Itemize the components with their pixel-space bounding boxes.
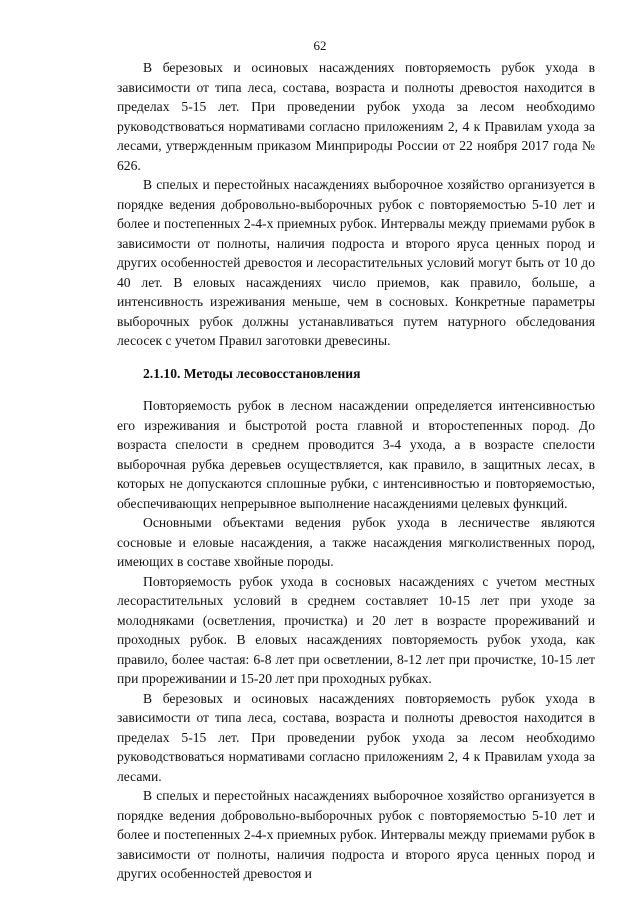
paragraph: В спелых и перестойных насаждениях выборочное хозяйство организуется в порядке ведения добровольно-выборочных рубок с повторяемостью 5-10 лет и более и постепенных 2-4-х приемных рубок. Интервалы между приемами рубок в зависимости от полноты, наличия подроста и второго яруса ценных пород и других особенностей древостоя и лесорастительных условий могут быть от 10 до 40 лет. В еловых насаждениях число приемов, как правило, больше, а интенсивность изреживания меньше, чем в сосновых. Конкретные параметры выборочных рубок должны устанавливаться путем натурного обследования лесосек с учетом Правил заготовки древесины. — [117, 177, 595, 348]
paragraph: Основными объектами ведения рубок ухода в лесничестве являются сосновые и еловые насаждения, а также насаждения мягколиственных пород, имеющих в составе хвойные породы. — [117, 515, 595, 569]
paragraph: В березовых и осиновых насаждениях повторяемость рубок ухода в зависимости от типа леса, состава, возраста и полноты древостоя находится в пределах 5-15 лет. При проведении рубок ухода за лесом необходимо руководствоваться нормативами согласно приложениям 2, 4 к Правилам ухода за лесами, утвержденным приказом Минприроды России от 22 ноября 2017 года № 626. — [117, 60, 595, 173]
section-heading: 2.1.10. Методы лесовосстановления — [143, 365, 361, 381]
page-number: 62 — [313, 38, 327, 53]
paragraph: Повторяемость рубок ухода в сосновых насаждениях с учетом местных лесорастительных условий в среднем составляет 10-15 лет при уходе за молодняками (осветления, прочистка) и 20 лет в возрасте прореживаний и проходных рубок. В еловых насаждениях повторяемость рубок ухода, как правило, более частая: 6-8 лет при осветлении, 8-12 лет при прочистке, 10-15 лет при прореживании и 15-20 лет при проходных рубках. — [117, 573, 595, 686]
paragraph: В спелых и перестойных насаждениях выборочное хозяйство организуется в порядке ведения добровольно-выборочных рубок с повторяемостью 5-10 лет и более и постепенных 2-4-х приемных рубок. Интервалы между приемами рубок в зависимости от полноты, наличия подроста и второго яруса ценных пород и других особенностей древостоя и — [117, 788, 595, 881]
paragraph: В березовых и осиновых насаждениях повторяемость рубок ухода в зависимости от типа леса, состава, возраста и полноты древостоя находится в пределах 5-15 лет. При проведении рубок ухода за лесом необходимо руководствоваться нормативами согласно приложениям 2, 4 к Правилам ухода за лесами. — [117, 690, 595, 784]
paragraph: Повторяемость рубок в лесном насаждении определяется интенсивностью его изреживания и быстротой роста главной и второстепенных пород. До возраста спелости в среднем проводится 3-4 ухода, а в возрасте спелости выборочная рубка деревьев осуществляется, как правило, в защитных лесах, в которых не допускаются сплошные рубки, с интенсивностью и повторяемостью, обеспечивающих непрерывное выполнение насаждениями целевых функций. — [117, 398, 595, 511]
document-body — [117, 58, 595, 884]
